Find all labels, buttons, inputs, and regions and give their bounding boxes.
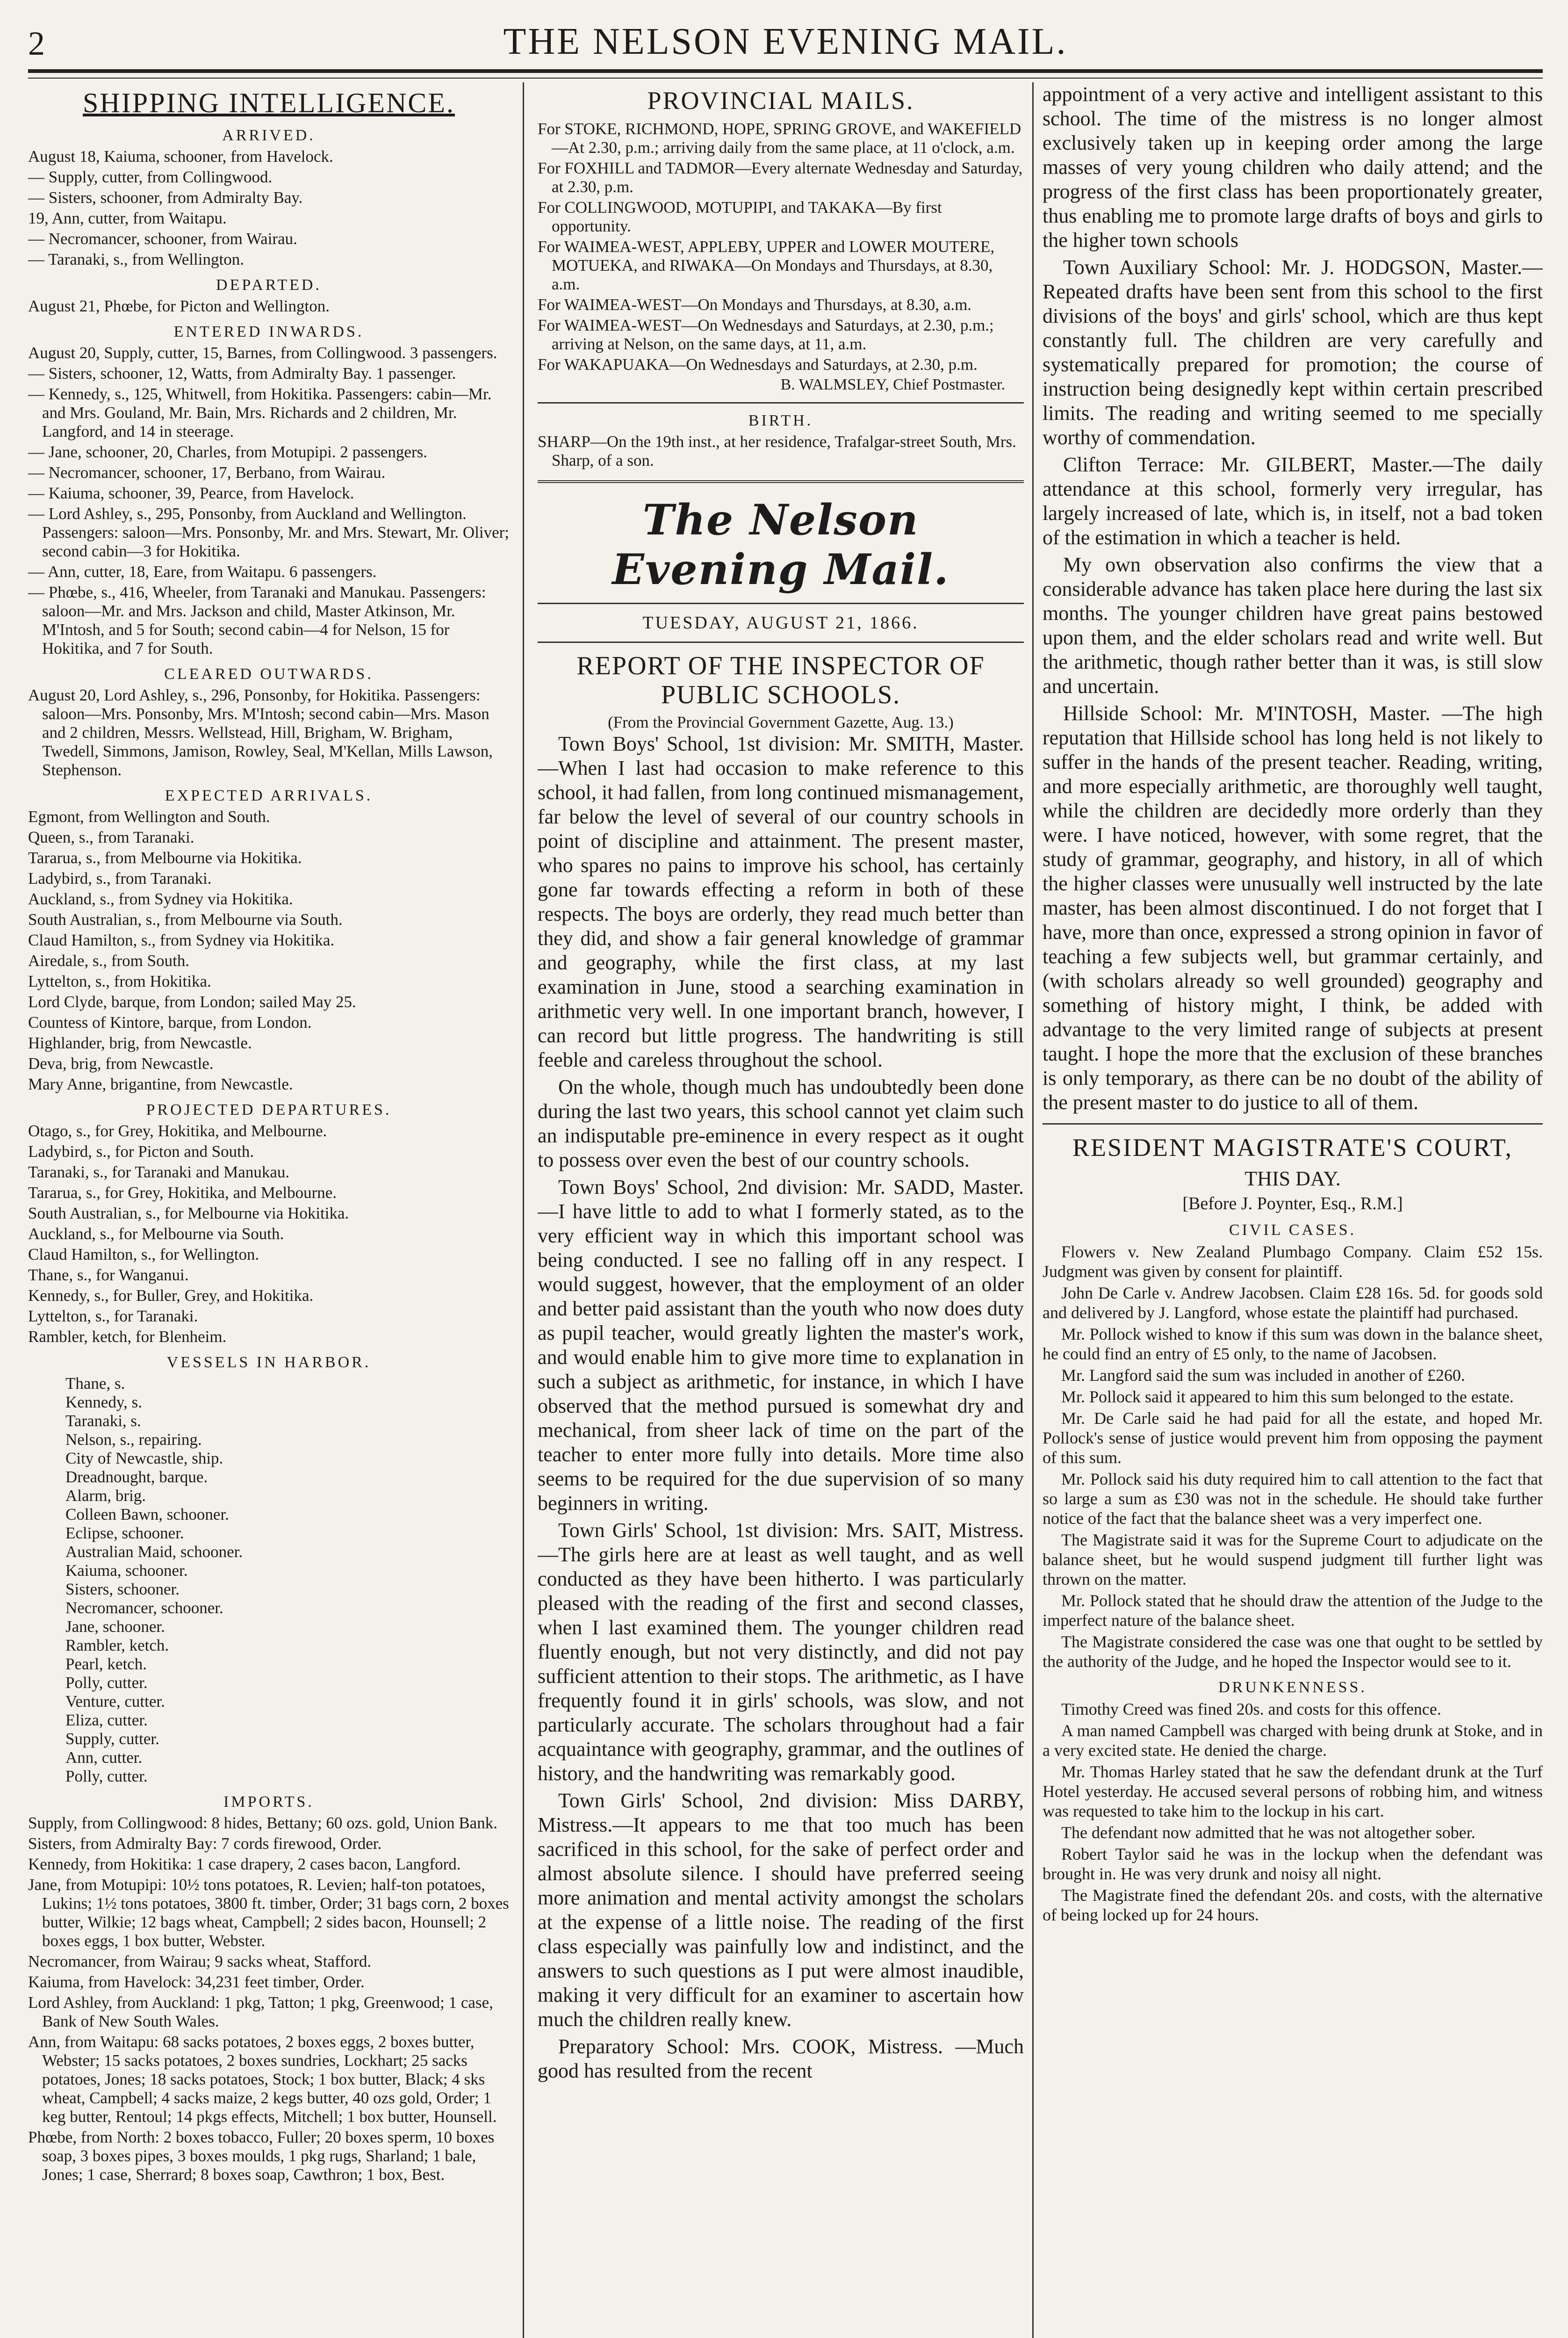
list-item: 19, Ann, cutter, from Waitapu. <box>28 209 227 227</box>
list-item: Rambler, ketch. <box>65 1636 169 1654</box>
list-item: — Lord Ashley, s., 295, Ponsonby, from Auckland and Wellington. Passengers: saloon—Mrs. Ponsonby, Mr. and Mrs. Stewart, Mr. Oliver; second cabin—3 for Hokitika. <box>28 505 510 560</box>
paragraph: John De Carle v. Andrew Jacobsen. Claim £28 16s. 5d. for goods sold and delivered by J. Langford, whose estate the plaintiff had purchased. <box>1043 1284 1543 1322</box>
harbor-heading: VESSELS IN HARBOR. <box>166 1354 371 1371</box>
paragraph: Mr. Langford said the sum was included in another of £260. <box>1061 1366 1465 1385</box>
list-item: Eliza, cutter. <box>65 1711 148 1729</box>
paragraph: Mr. Thomas Harley stated that he saw the defendant drunk at the Turf Hotel yesterday. He accused several persons of robbing him, and witness was requested to take him to the lockup in his cart. <box>1043 1762 1543 1820</box>
list-item: Kaiuma, schooner. <box>65 1561 188 1580</box>
list-item: Airedale, s., from South. <box>28 952 190 970</box>
harbor-list <box>28 1374 510 1786</box>
list-item: Thane, s. <box>65 1374 125 1393</box>
departed-heading: DEPARTED. <box>216 276 322 294</box>
column-shipping <box>28 82 510 2338</box>
page-number: 2 <box>28 25 45 62</box>
paragraph: Town Boys' School, 1st division: Mr. SMITH, Master.—When I last had occasion to make reference to this school, it had fallen, from long continued mismanagement, far below the level of several of our country schools in point of discipline and attainment. The present master, who spares no pains to improve his school, has certainly gone far towards effecting a reform in both of these respects. The boys are orderly, they read much better than they did, and show a fair general knowledge of grammar and geography, while the first class, at my last examination in June, stood a searching examination in arithmetic very well. In one important branch, however, I can record but little progress. The handwriting is still feeble and careless throughout the school. <box>538 732 1024 1071</box>
arrived-heading: ARRIVED. <box>222 127 316 144</box>
paragraph: The Magistrate considered the case was one that ought to be settled by the authority of the Judge, and he hoped the Inspector would see to it. <box>1043 1632 1543 1671</box>
entered-heading: ENTERED INWARDS. <box>173 323 364 340</box>
paragraph: Mr. De Carle said he had paid for all the estate, and hoped Mr. Pollock's sense of justice would prevent him from opposing the payment of this sum. <box>1043 1409 1543 1467</box>
list-item: Necromancer, from Wairau; 9 sacks wheat, Stafford. <box>28 1952 372 1970</box>
list-item: Polly, cutter. <box>65 1674 148 1692</box>
list-item: — Taranaki, s., from Wellington. <box>28 250 244 268</box>
paragraph: Town Girls' School, 1st division: Mrs. SAIT, Mistress.—The girls here are at least as well taught, and as well conducted as they have been hitherto. I was particularly pleased with the reading of the first and second classes, when I last examined them. The younger children read fluently enough, but not very distinctly, and did not pay sufficient attention to their stops. The arithmetic, as I have frequently found it in girls' schools, was slow, and not particularly accurate. The scholars throughout had a fair acquaintance with geography, grammar, and the outlines of history, and the handwriting was remarkably good. <box>538 1519 1024 1785</box>
list-item: Egmont, from Wellington and South. <box>28 808 270 826</box>
list-item: For WAIMEA-WEST, APPLEBY, UPPER and LOWER MOUTERE, MOTUEKA, and RIWAKA—On Mondays and Thursdays, at 8.30, a.m. <box>538 238 995 293</box>
paragraph: Hillside School: Mr. M'INTOSH, Master. —The high reputation that Hillside school has long held is not likely to suffer in the hands of the present teacher. Reading, writing, and more especially arithmetic, are thoroughly well taught, while the children are decidedly more orderly than they were. I have noticed, however, with some regret, that the study of grammar, geography, and history, in all of which the higher classes were unusually well instructed by the late master, has been almost discontinued. I do not forget that I have, more than once, expressed a strong opinion in favor of teaching a few subjects well, but grammar certainly, and (with scholars already so well grounded) geography and something of history might, I think, be added with advantage to the very limited range of subjects at present taught. I hope the more that the exclusion of these branches is only temporary, as there can be no doubt of the ability of the present master to do justice to all of them. <box>1043 702 1543 1114</box>
list-item: Phœbe, from North: 2 boxes tobacco, Fuller; 20 boxes sperm, 10 boxes soap, 3 boxes pipes, 3 boxes moulds, 1 pkg rugs, Sharland; 1 bale, Jones; 1 case, Sherrard; 8 boxes soap, Cawthron; 1 box, Best. <box>28 2128 495 2184</box>
arrived-list <box>28 147 510 269</box>
paragraph: Town Auxiliary School: Mr. J. HODGSON, Master.—Repeated drafts have been sent from this school to the first divisions of the boys' and girls' school, which are thus kept constantly full. The children are very carefully and systematically prepared for promotion; the course of instruction being designedly kept within certain prescribed limits. The reading and writing seemed to me specially worthy of commendation. <box>1043 256 1543 449</box>
list-item: Mary Anne, brigantine, from Newcastle. <box>28 1075 293 1093</box>
paragraph: The Magistrate said it was for the Supreme Court to adjudicate on the balance sheet, but he would suspend judgment till further light was thrown on the matter. <box>1043 1530 1543 1588</box>
list-item: For WAKAPUAKA—On Wednesdays and Saturdays, at 2.30, p.m. <box>538 355 978 374</box>
divider <box>538 480 1024 485</box>
divider <box>538 603 1024 604</box>
cleared-heading: CLEARED OUTWARDS. <box>164 665 374 683</box>
list-item: Venture, cutter. <box>65 1692 165 1710</box>
list-item: Jane, schooner. <box>65 1617 165 1636</box>
list-item: Taranaki, s. <box>65 1412 141 1430</box>
list-item: Claud Hamilton, s., from Sydney via Hokitika. <box>28 931 335 949</box>
list-item: Colleen Bawn, schooner. <box>65 1505 229 1523</box>
birth-heading: BIRTH. <box>748 412 813 429</box>
list-item: Kaiuma, from Havelock: 34,231 feet timber, Order. <box>28 1973 365 1991</box>
divider <box>538 402 1024 404</box>
list-item: Sisters, schooner. <box>65 1580 180 1598</box>
expected-list <box>28 808 510 1094</box>
list-item: August 20, Supply, cutter, 15, Barnes, from Collingwood. 3 passengers. <box>28 344 497 362</box>
list-item: South Australian, s., from Melbourne via South. <box>28 910 343 929</box>
paragraph: Mr. Pollock stated that he should draw the attention of the Judge to the imperfect nature of the balance sheet. <box>1043 1591 1543 1630</box>
paragraph: Timothy Creed was fined 20s. and costs for this offence. <box>1061 1700 1441 1718</box>
masthead: THE NELSON EVENING MAIL. <box>503 21 1068 62</box>
court-before: [Before J. Poynter, Esq., R.M.] <box>1182 1194 1403 1213</box>
list-item: Ladybird, s., for Picton and South. <box>28 1142 254 1161</box>
list-item: Tararua, s., for Grey, Hokitika, and Melbourne. <box>28 1183 337 1202</box>
paragraph: On the whole, though much has undoubtedly been done during the last two years, this school cannot yet claim such an indisputable pre-eminence in every respect as it ought to possess over even the best of our country schools. <box>538 1075 1024 1171</box>
divider <box>1043 1123 1543 1125</box>
imports-list <box>28 1814 510 2184</box>
list-item: August 21, Phœbe, for Picton and Wellington. <box>28 297 330 315</box>
list-item: Ann, from Waitapu: 68 sacks potatoes, 2 boxes eggs, 2 boxes butter, Webster; 15 sacks potatoes, 2 boxes sundries, Lockhart; 25 sacks potatoes, Jones; 18 sacks potatoes, Stock; 1 box butter, Black; 4 sks wheat, Campbell; 4 sacks maize, 2 kegs butter, 40 ozs gold, Order; 1 keg butter, Rentoul; 14 pkgs effects, Mitchell; 1 box butter, Hounsell. <box>28 2033 497 2126</box>
list-item: Lord Ashley, from Auckland: 1 pkg, Tatton; 1 pkg, Greenwood; 1 case, Bank of New South Wales. <box>28 1993 493 2030</box>
court-subtitle: THIS DAY. <box>1244 1167 1341 1190</box>
paragraph: Town Boys' School, 2nd division: Mr. SADD, Master.—I have little to add to what I formerly stated, as to the very efficient way in which this important school was being conducted. I see no falling off in any respect. I would suggest, however, that the employment of an older and better paid assistant than the youth who now does duty as pupil teacher, would greatly lighten the master's work, and would enable him to give more time to explanation in such a subject as arithmetic, for instance, in which I have observed that the method pursued is somewhat dry and mechanical, from sheer lack of time on the part of the teacher to enter more fully into details. More time also seems to be required for the due supervision of so many beginners in writing. <box>538 1176 1024 1515</box>
paragraph: Mr. Pollock wished to know if this sum was down in the balance sheet, he could find an entry of £5 only, to the name of Jacobsen. <box>1043 1325 1543 1363</box>
list-item: Tararua, s., from Melbourne via Hokitika. <box>28 849 302 867</box>
mails-title: PROVINCIAL MAILS. <box>647 87 914 115</box>
list-item: — Sisters, schooner, from Admiralty Bay. <box>28 188 303 207</box>
paragraph: Preparatory School: Mrs. COOK, Mistress. —Much good has resulted from the recent <box>538 2035 1024 2082</box>
list-item: Otago, s., for Grey, Hokitika, and Melbourne. <box>28 1122 327 1140</box>
birth-notice <box>538 433 1024 470</box>
list-item: Auckland, s., from Sydney via Hokitika. <box>28 890 293 908</box>
paragraph: Mr. Pollock said it appeared to him this sum belonged to the estate. <box>1061 1387 1514 1406</box>
list-item: For WAIMEA-WEST—On Wednesdays and Saturdays, at 2.30, p.m.; arriving at Nelson, on the same days, at 11, a.m. <box>538 316 994 353</box>
list-item: Ann, cutter. <box>65 1748 143 1767</box>
list-item: Queen, s., from Taranaki. <box>28 828 194 846</box>
paragraph: The Magistrate fined the defendant 20s. and costs, with the alternative of being locked up for 24 hours. <box>1043 1886 1543 1924</box>
entered-list <box>28 344 510 658</box>
imports-heading: IMPORTS. <box>223 1793 314 1811</box>
list-item: Lord Clyde, barque, from London; sailed May 25. <box>28 993 356 1011</box>
list-item: Supply, cutter. <box>65 1730 159 1748</box>
list-item: Auckland, s., for Melbourne via South. <box>28 1225 284 1243</box>
list-item: Alarm, brig. <box>65 1487 146 1505</box>
list-item: Eclipse, schooner. <box>65 1524 184 1542</box>
report-source: (From the Provincial Government Gazette, Aug. 13.) <box>608 713 954 731</box>
paragraph: Robert Taylor said he was in the lockup when the defendant was brought in. He was very drunk and noisy all night. <box>1043 1845 1543 1883</box>
list-item: — Phœbe, s., 416, Wheeler, from Taranaki and Manukau. Passengers: saloon—Mr. and Mrs. Jackson and child, Master Atkinson, Mr. M'Intosh, and 5 for South; second cabin—4 for Nelson, 15 for Hokitika, and 7 for South. <box>28 583 486 657</box>
projected-heading: PROJECTED DEPARTURES. <box>146 1101 392 1118</box>
column-right <box>1043 82 1543 2338</box>
list-item: Claud Hamilton, s., for Wellington. <box>28 1245 259 1263</box>
list-item: For COLLINGWOOD, MOTUPIPI, and TAKAKA—By first opportunity. <box>538 198 942 235</box>
column-divider <box>523 82 524 2338</box>
drunkenness-heading: DRUNKENNESS. <box>1218 1679 1367 1696</box>
civil-heading: CIVIL CASES. <box>1229 1221 1357 1239</box>
list-item: For STOKE, RICHMOND, HOPE, SPRING GROVE, and WAKEFIELD—At 2.30, p.m.; arriving daily from the same place, at 11 o'clock, a.m. <box>538 120 1021 157</box>
list-item: For WAIMEA-WEST—On Mondays and Thursdays, at 8.30, a.m. <box>538 296 972 314</box>
list-item: South Australian, s., for Melbourne via Hokitika. <box>28 1204 349 1222</box>
list-item: August 18, Kaiuma, schooner, from Havelock. <box>28 147 333 166</box>
paragraph: The defendant now admitted that he was not altogether sober. <box>1061 1823 1475 1842</box>
list-item: For FOXHILL and TADMOR—Every alternate Wednesday and Saturday, at 2.30, p.m. <box>538 159 1023 196</box>
civil-cases <box>1043 1242 1543 1671</box>
list-item: Sisters, from Admiralty Bay: 7 cords firewood, Order. <box>28 1834 382 1853</box>
list-item: — Ann, cutter, 18, Eare, from Waitapu. 6 passengers. <box>28 563 377 581</box>
report-body <box>538 732 1024 2083</box>
column-center <box>538 82 1024 2338</box>
list-item: Countess of Kintore, barque, from London. <box>28 1013 312 1032</box>
list-item: Dreadnought, barque. <box>65 1468 208 1486</box>
list-item: Ladybird, s., from Taranaki. <box>28 869 212 888</box>
list-item: Australian Maid, schooner. <box>65 1543 243 1561</box>
list-item: Kennedy, s., for Buller, Grey, and Hokitika. <box>28 1286 314 1305</box>
paragraph: Flowers v. New Zealand Plumbago Company. Claim £52 15s. Judgment was given by consent for plaintiff. <box>1043 1242 1543 1281</box>
list-item: City of Newcastle, ship. <box>65 1449 223 1467</box>
page-header <box>28 14 1543 65</box>
mails-signature: B. WALMSLEY, Chief Postmaster. <box>780 376 1005 393</box>
divider <box>538 642 1024 643</box>
list-item: Rambler, ketch, for Blenheim. <box>28 1328 227 1346</box>
drunkenness-cases <box>1043 1699 1543 1925</box>
list-item: Supply, from Collingwood: 8 hides, Bettany; 60 ozs. gold, Union Bank. <box>28 1814 497 1832</box>
shipping-title: SHIPPING INTELLIGENCE. <box>83 87 455 118</box>
list-item: Kennedy, from Hokitika: 1 case drapery, 2 cases bacon, Langford. <box>28 1855 461 1873</box>
report-body-continued <box>1043 82 1543 1115</box>
mails-list <box>538 120 1024 374</box>
list-item: — Jane, schooner, 20, Charles, from Motupipi. 2 passengers. <box>28 443 427 461</box>
list-item: Lyttelton, s., from Hokitika. <box>28 972 211 990</box>
cleared-list <box>28 686 510 779</box>
expected-heading: EXPECTED ARRIVALS. <box>165 787 373 804</box>
paragraph: Mr. Pollock said his duty required him to call attention to the fact that so large a sum as £30 was not in the schedule. He should take further notice of the fact that the balance sheet was a very imperfect one. <box>1043 1470 1543 1528</box>
paragraph: My own observation also confirms the view that a considerable advance has taken place here during the last six months. The younger children have great pains bestowed upon them, and the elder scholars read and write well. But the arithmetic, though rather better than it was, is still slow and uncertain. <box>1043 553 1543 698</box>
list-item: — Supply, cutter, from Collingwood. <box>28 168 273 186</box>
list-item: August 20, Lord Ashley, s., 296, Ponsonby, for Hokitika. Passengers: saloon—Mrs. Ponsonby, Mrs. M'Intosh; second cabin—Mrs. Mason and 2 children, Messrs. Wellstead, Hill, Brigham, W. Brigham, Twedell, Simmons, Jamison, Rowley, Seal, M'Kellan, Mills Lawson, Stephenson. <box>28 686 493 779</box>
list-item: — Necromancer, schooner, 17, Berbano, from Wairau. <box>28 463 386 482</box>
list-item: — Sisters, schooner, 12, Watts, from Admiralty Bay. 1 passenger. <box>28 364 456 382</box>
departed-list <box>28 297 510 316</box>
list-item: Thane, s., for Wanganui. <box>28 1266 189 1284</box>
list-item: Kennedy, s. <box>65 1393 142 1411</box>
paragraph: Clifton Terrace: Mr. GILBERT, Master.—The daily attendance at this school, formerly very irregular, has largely increased of late, which is, in itself, not a bad token of the estimation in which a teacher is held. <box>1043 453 1543 549</box>
list-item: Nelson, s., repairing. <box>65 1430 202 1449</box>
list-item: — Necromancer, schooner, from Wairau. <box>28 230 297 248</box>
paragraph: A man named Campbell was charged with being drunk at Stoke, and in a very excited state. He denied the charge. <box>1043 1721 1543 1760</box>
paragraph: appointment of a very active and intelligent assistant to this school. The time of the mistress is no longer almost exclusively taken up in keeping order among the large masses of very young children who daily attend; and the progress of the first class has been proportionately greater, thus enabling me to promote large drafts of boys and girls to the higher town schools <box>1043 83 1543 252</box>
list-item: Pearl, ketch. <box>65 1655 147 1673</box>
list-item: — Kennedy, s., 125, Whitwell, from Hokitika. Passengers: cabin—Mr. and Mrs. Gouland, Mr. Bain, Mrs. Richards and 2 children, Mr. Langford, and 14 in steerage. <box>28 385 492 440</box>
paper-nameplate: The Nelson Evening Mail. <box>612 495 949 594</box>
list-item: Taranaki, s., for Taranaki and Manukau. <box>28 1163 290 1181</box>
header-rule <box>28 69 1543 79</box>
list-item: Jane, from Motupipi: 10½ tons potatoes, R. Levien; half-ton potatoes, Lukins; 1½ tons potatoes, 3800 ft. timber, Order; 31 bags corn, 2 boxes butter, Wilkie; 12 bags wheat, Campbell; 2 sides bacon, Hounsell; 2 boxes eggs, 1 box butter, Webster. <box>28 1876 509 1950</box>
list-item: Lyttelton, s., for Taranaki. <box>28 1307 198 1325</box>
list-item: Necromancer, schooner. <box>65 1599 223 1617</box>
dateline: TUESDAY, AUGUST 21, 1866. <box>642 613 919 633</box>
report-title: REPORT OF THE INSPECTOR OF PUBLIC SCHOOLS. <box>576 651 985 709</box>
court-title: RESIDENT MAGISTRATE'S COURT, <box>1072 1133 1513 1162</box>
list-item: Polly, cutter. <box>65 1767 148 1785</box>
column-divider <box>1032 82 1034 2338</box>
projected-list <box>28 1122 510 1346</box>
birth-text: SHARP—On the 19th inst., at her residence, Trafalgar-street South, Mrs. Sharp, of a son. <box>538 433 1016 469</box>
list-item: Deva, brig, from Newcastle. <box>28 1054 214 1073</box>
list-item: Highlander, brig, from Newcastle. <box>28 1034 252 1052</box>
paragraph: Town Girls' School, 2nd division: Miss DARBY, Mistress.—It appears to me that too much has been sacrificed in this school, for the sake of perfect order and almost absolute silence. I should have preferred seeing more animation and mental activity amongst the scholars at the expense of a little noise. The reading of the first class especially was painfully low and indistinct, and the answers to such questions as I put were almost inaudible, making it very difficult for an examiner to ascertain how much the children really knew. <box>538 1789 1024 2031</box>
list-item: — Kaiuma, schooner, 39, Pearce, from Havelock. <box>28 484 354 502</box>
